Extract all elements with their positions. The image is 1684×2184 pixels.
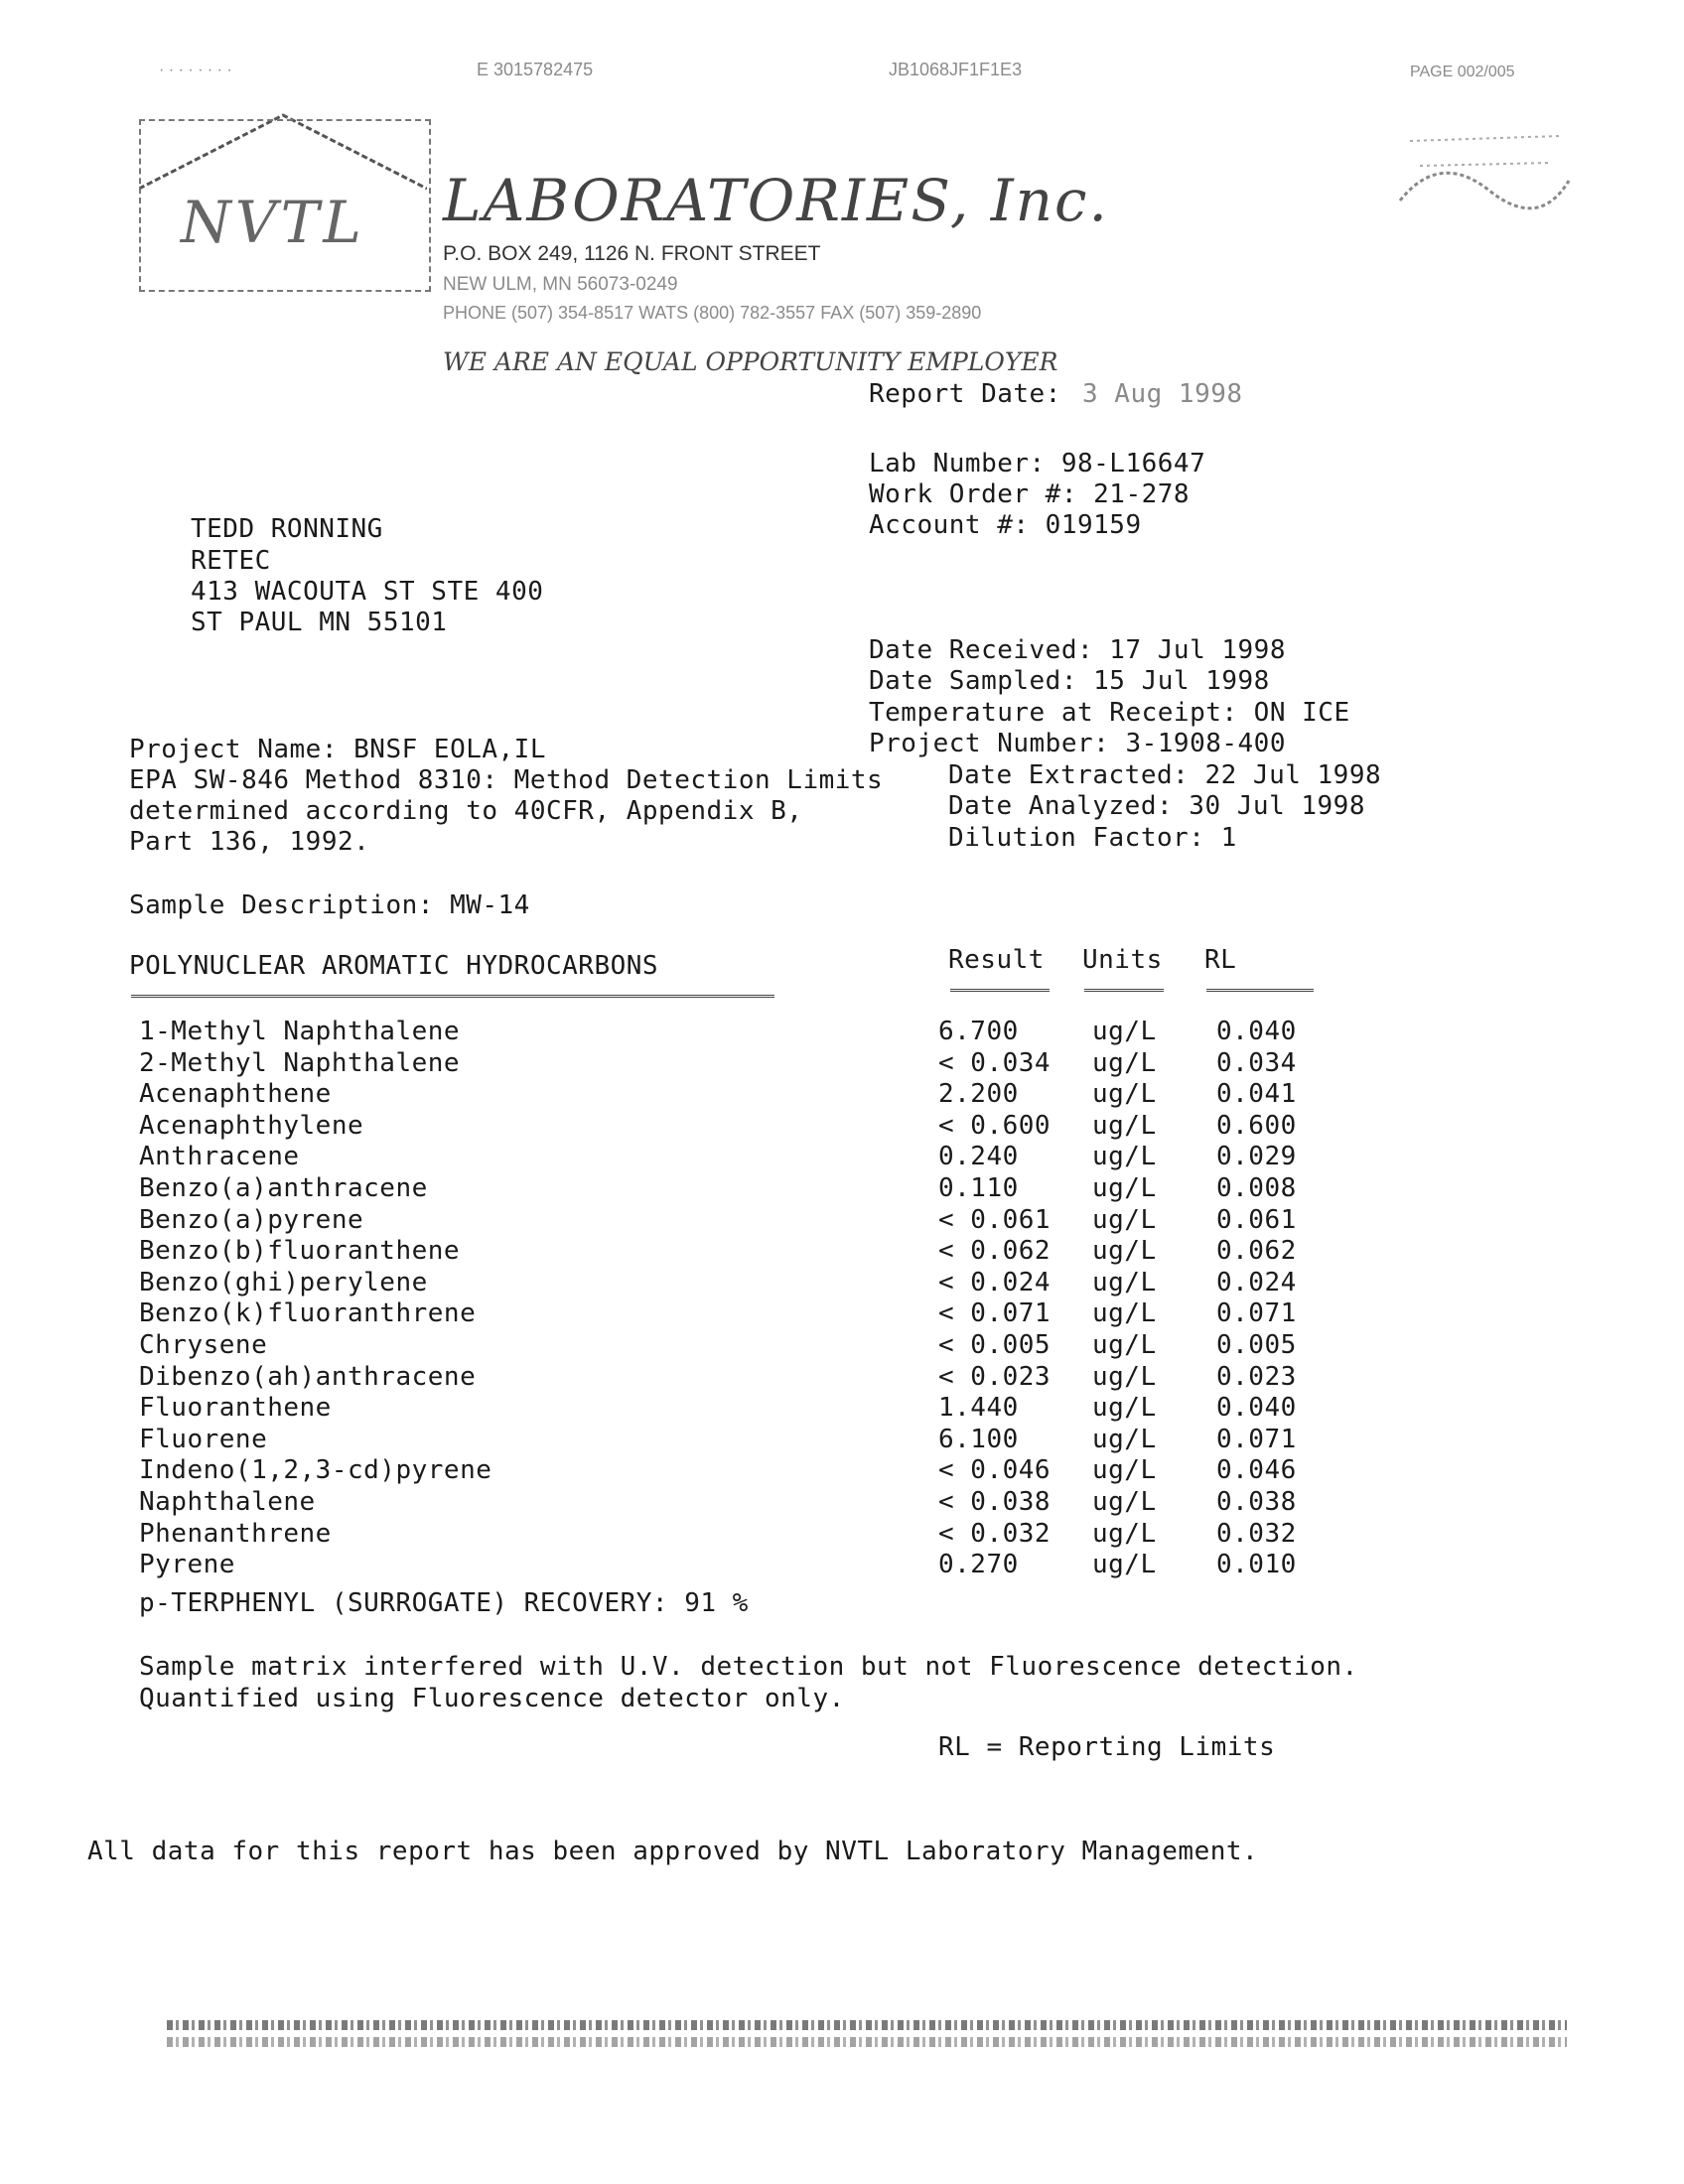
rl-cell: 0.062 — [1216, 1236, 1297, 1267]
result-cell: 6.100 — [938, 1424, 1019, 1454]
result-cell: < 0.023 — [938, 1361, 1052, 1392]
units-cell: ug/L — [1092, 1550, 1157, 1580]
compound-cell: Benzo(a)pyrene — [139, 1204, 364, 1235]
compound-cell: Benzo(a)anthracene — [139, 1173, 428, 1203]
result-cell: < 0.024 — [938, 1267, 1052, 1297]
surrogate-recovery: p-TERPHENYL (SURROGATE) RECOVERY: 91 % — [139, 1588, 749, 1618]
compound-cell: Indeno(1,2,3-cd)pyrene — [139, 1455, 492, 1486]
footer-fine-print-2 — [167, 2037, 1567, 2047]
table-row — [139, 1142, 1331, 1173]
client-company: RETEC — [191, 546, 271, 576]
units-cell: ug/L — [1092, 1079, 1157, 1110]
rl-cell: 0.041 — [1216, 1079, 1297, 1110]
compound-cell: Benzo(k)fluoranthrene — [139, 1298, 477, 1329]
rl-cell: 0.034 — [1216, 1047, 1297, 1078]
result-cell: < 0.038 — [938, 1487, 1052, 1517]
note-line-2: Quantified using Fluorescence detector only. — [139, 1684, 845, 1713]
result-cell: < 0.032 — [938, 1518, 1052, 1549]
rl-cell: 0.023 — [1216, 1361, 1297, 1392]
date-extracted: Date Extracted: 22 Jul 1998 — [948, 760, 1382, 790]
result-cell: 2.200 — [938, 1079, 1019, 1110]
dilution-factor: Dilution Factor: 1 — [948, 823, 1237, 853]
date-received: Date Received: 17 Jul 1998 — [869, 635, 1286, 665]
compound-cell: Acenaphthylene — [139, 1110, 364, 1141]
client-street: 413 WACOUTA ST STE 400 — [191, 577, 544, 607]
table-row — [139, 1236, 1331, 1268]
col-header-result: Result — [948, 945, 1045, 975]
units-cell: ug/L — [1092, 1017, 1157, 1046]
table-row — [139, 1017, 1331, 1048]
company-address-1: P.O. BOX 249, 1126 N. FRONT STREET — [443, 242, 821, 265]
fax-header: E 3015782475 — [477, 60, 594, 79]
rl-cell: 0.038 — [1216, 1487, 1297, 1517]
units-cell: ug/L — [1092, 1204, 1157, 1235]
table-row — [139, 1550, 1331, 1581]
table-row — [139, 1079, 1331, 1111]
table-row — [139, 1425, 1331, 1456]
heading-underline — [131, 995, 774, 998]
report-date: 3 Aug 1998 — [1082, 379, 1243, 409]
account-number: Account #: 019159 — [869, 510, 1142, 540]
method-line-1: EPA SW-846 Method 8310: Method Detection Limits — [129, 765, 884, 795]
table-row — [139, 1268, 1331, 1299]
rl-cell: 0.024 — [1216, 1267, 1297, 1297]
result-cell: < 0.034 — [938, 1047, 1052, 1078]
table-row — [139, 1048, 1331, 1080]
logo-text: NVTL — [181, 189, 365, 256]
rl-cell: 0.040 — [1216, 1017, 1297, 1046]
units-cell: ug/L — [1092, 1173, 1157, 1203]
units-cell: ug/L — [1092, 1455, 1157, 1486]
compound-cell: Chrysene — [139, 1330, 268, 1360]
result-cell: 6.700 — [938, 1017, 1019, 1046]
company-logo — [139, 119, 431, 292]
compound-cell: Naphthalene — [139, 1487, 316, 1517]
company-phone: PHONE (507) 354-8517 WATS (800) 782-3557 FAX (507) 359-2890 — [443, 303, 982, 323]
result-cell: 0.110 — [938, 1173, 1019, 1203]
compound-cell: Fluorene — [139, 1424, 268, 1454]
result-underline — [950, 989, 1050, 992]
rl-cell: 0.061 — [1216, 1204, 1297, 1235]
note-line-1: Sample matrix interfered with U.V. detection but not Fluorescence detection. — [139, 1652, 1358, 1682]
table-row — [139, 1393, 1331, 1425]
units-cell: ug/L — [1092, 1361, 1157, 1392]
company-slogan: WE ARE AN EQUAL OPPORTUNITY EMPLOYER — [443, 347, 1058, 376]
units-cell: ug/L — [1092, 1236, 1157, 1267]
page-corner-label: PAGE 002/005 — [1410, 64, 1515, 80]
table-row — [139, 1455, 1331, 1487]
units-cell: ug/L — [1092, 1267, 1157, 1297]
compound-cell: Acenaphthene — [139, 1079, 332, 1110]
rl-definition: RL = Reporting Limits — [938, 1732, 1276, 1762]
result-cell: < 0.046 — [938, 1455, 1052, 1486]
table-row — [139, 1205, 1331, 1237]
rl-cell: 0.005 — [1216, 1330, 1297, 1360]
compound-cell: 2-Methyl Naphthalene — [139, 1047, 461, 1078]
compound-cell: Anthracene — [139, 1142, 300, 1172]
table-row — [139, 1362, 1331, 1394]
units-cell: ug/L — [1092, 1393, 1157, 1424]
table-row — [139, 1519, 1331, 1551]
company-name: LABORATORIES, Inc. — [443, 167, 1109, 234]
report-date-label: Report Date: — [869, 379, 1061, 409]
result-cell: < 0.071 — [938, 1298, 1052, 1329]
date-sampled: Date Sampled: 15 Jul 1998 — [869, 666, 1270, 696]
col-header-rl: RL — [1204, 945, 1237, 975]
result-cell: 0.270 — [938, 1550, 1019, 1580]
client-city: ST PAUL MN 55101 — [191, 608, 448, 637]
units-cell: ug/L — [1092, 1110, 1157, 1141]
table-heading: POLYNUCLEAR AROMATIC HYDROCARBONS — [129, 951, 659, 981]
units-cell: ug/L — [1092, 1518, 1157, 1549]
rl-cell: 0.046 — [1216, 1455, 1297, 1486]
units-cell: ug/L — [1092, 1487, 1157, 1517]
sample-description: Sample Description: MW-14 — [129, 890, 530, 920]
date-analyzed: Date Analyzed: 30 Jul 1998 — [948, 791, 1365, 821]
temperature-at-receipt: Temperature at Receipt: ON ICE — [869, 698, 1350, 728]
units-cell: ug/L — [1092, 1047, 1157, 1078]
table-row — [139, 1173, 1331, 1205]
compound-cell: Dibenzo(ah)anthracene — [139, 1361, 477, 1392]
compound-cell: Pyrene — [139, 1550, 235, 1580]
rl-cell: 0.010 — [1216, 1550, 1297, 1580]
compound-cell: Fluoranthene — [139, 1393, 332, 1424]
work-order: Work Order #: 21-278 — [869, 479, 1191, 509]
approval-statement: All data for this report has been approved by NVTL Laboratory Management. — [87, 1837, 1259, 1866]
units-cell: ug/L — [1092, 1424, 1157, 1454]
units-cell: ug/L — [1092, 1298, 1157, 1329]
method-line-3: Part 136, 1992. — [129, 827, 370, 857]
units-cell: ug/L — [1092, 1142, 1157, 1172]
col-header-units: Units — [1082, 945, 1163, 975]
rl-cell: 0.600 — [1216, 1110, 1297, 1141]
fax-header-left: · · · · · · · · — [159, 62, 232, 78]
table-row — [139, 1487, 1331, 1519]
compound-cell: Phenanthrene — [139, 1518, 332, 1549]
rl-cell: 0.032 — [1216, 1518, 1297, 1549]
project-name: Project Name: BNSF EOLA,IL — [129, 735, 546, 764]
units-underline — [1084, 989, 1164, 992]
rl-cell: 0.071 — [1216, 1424, 1297, 1454]
compound-cell: Benzo(b)fluoranthene — [139, 1236, 461, 1267]
client-name: TEDD RONNING — [191, 514, 383, 544]
rl-cell: 0.029 — [1216, 1142, 1297, 1172]
company-address-2: NEW ULM, MN 56073-0249 — [443, 274, 678, 295]
result-cell: < 0.062 — [938, 1236, 1052, 1267]
fax-header-center: JB1068JF1F1E3 — [889, 60, 1023, 79]
compound-cell: 1-Methyl Naphthalene — [139, 1017, 461, 1046]
project-number: Project Number: 3-1908-400 — [869, 729, 1286, 758]
footer-fine-print — [167, 2020, 1567, 2030]
units-cell: ug/L — [1092, 1330, 1157, 1360]
result-cell: 0.240 — [938, 1142, 1019, 1172]
table-row — [139, 1111, 1331, 1143]
result-cell: < 0.005 — [938, 1330, 1052, 1360]
lab-number: Lab Number: 98-L16647 — [869, 449, 1206, 478]
result-cell: 1.440 — [938, 1393, 1019, 1424]
table-row — [139, 1298, 1331, 1330]
compound-cell: Benzo(ghi)perylene — [139, 1267, 428, 1297]
method-line-2: determined according to 40CFR, Appendix B, — [129, 796, 803, 826]
rl-underline — [1206, 989, 1314, 992]
accreditation-stamp — [1380, 111, 1579, 220]
result-cell: < 0.600 — [938, 1110, 1052, 1141]
table-row — [139, 1330, 1331, 1362]
rl-cell: 0.071 — [1216, 1298, 1297, 1329]
rl-cell: 0.008 — [1216, 1173, 1297, 1203]
rl-cell: 0.040 — [1216, 1393, 1297, 1424]
result-cell: < 0.061 — [938, 1204, 1052, 1235]
